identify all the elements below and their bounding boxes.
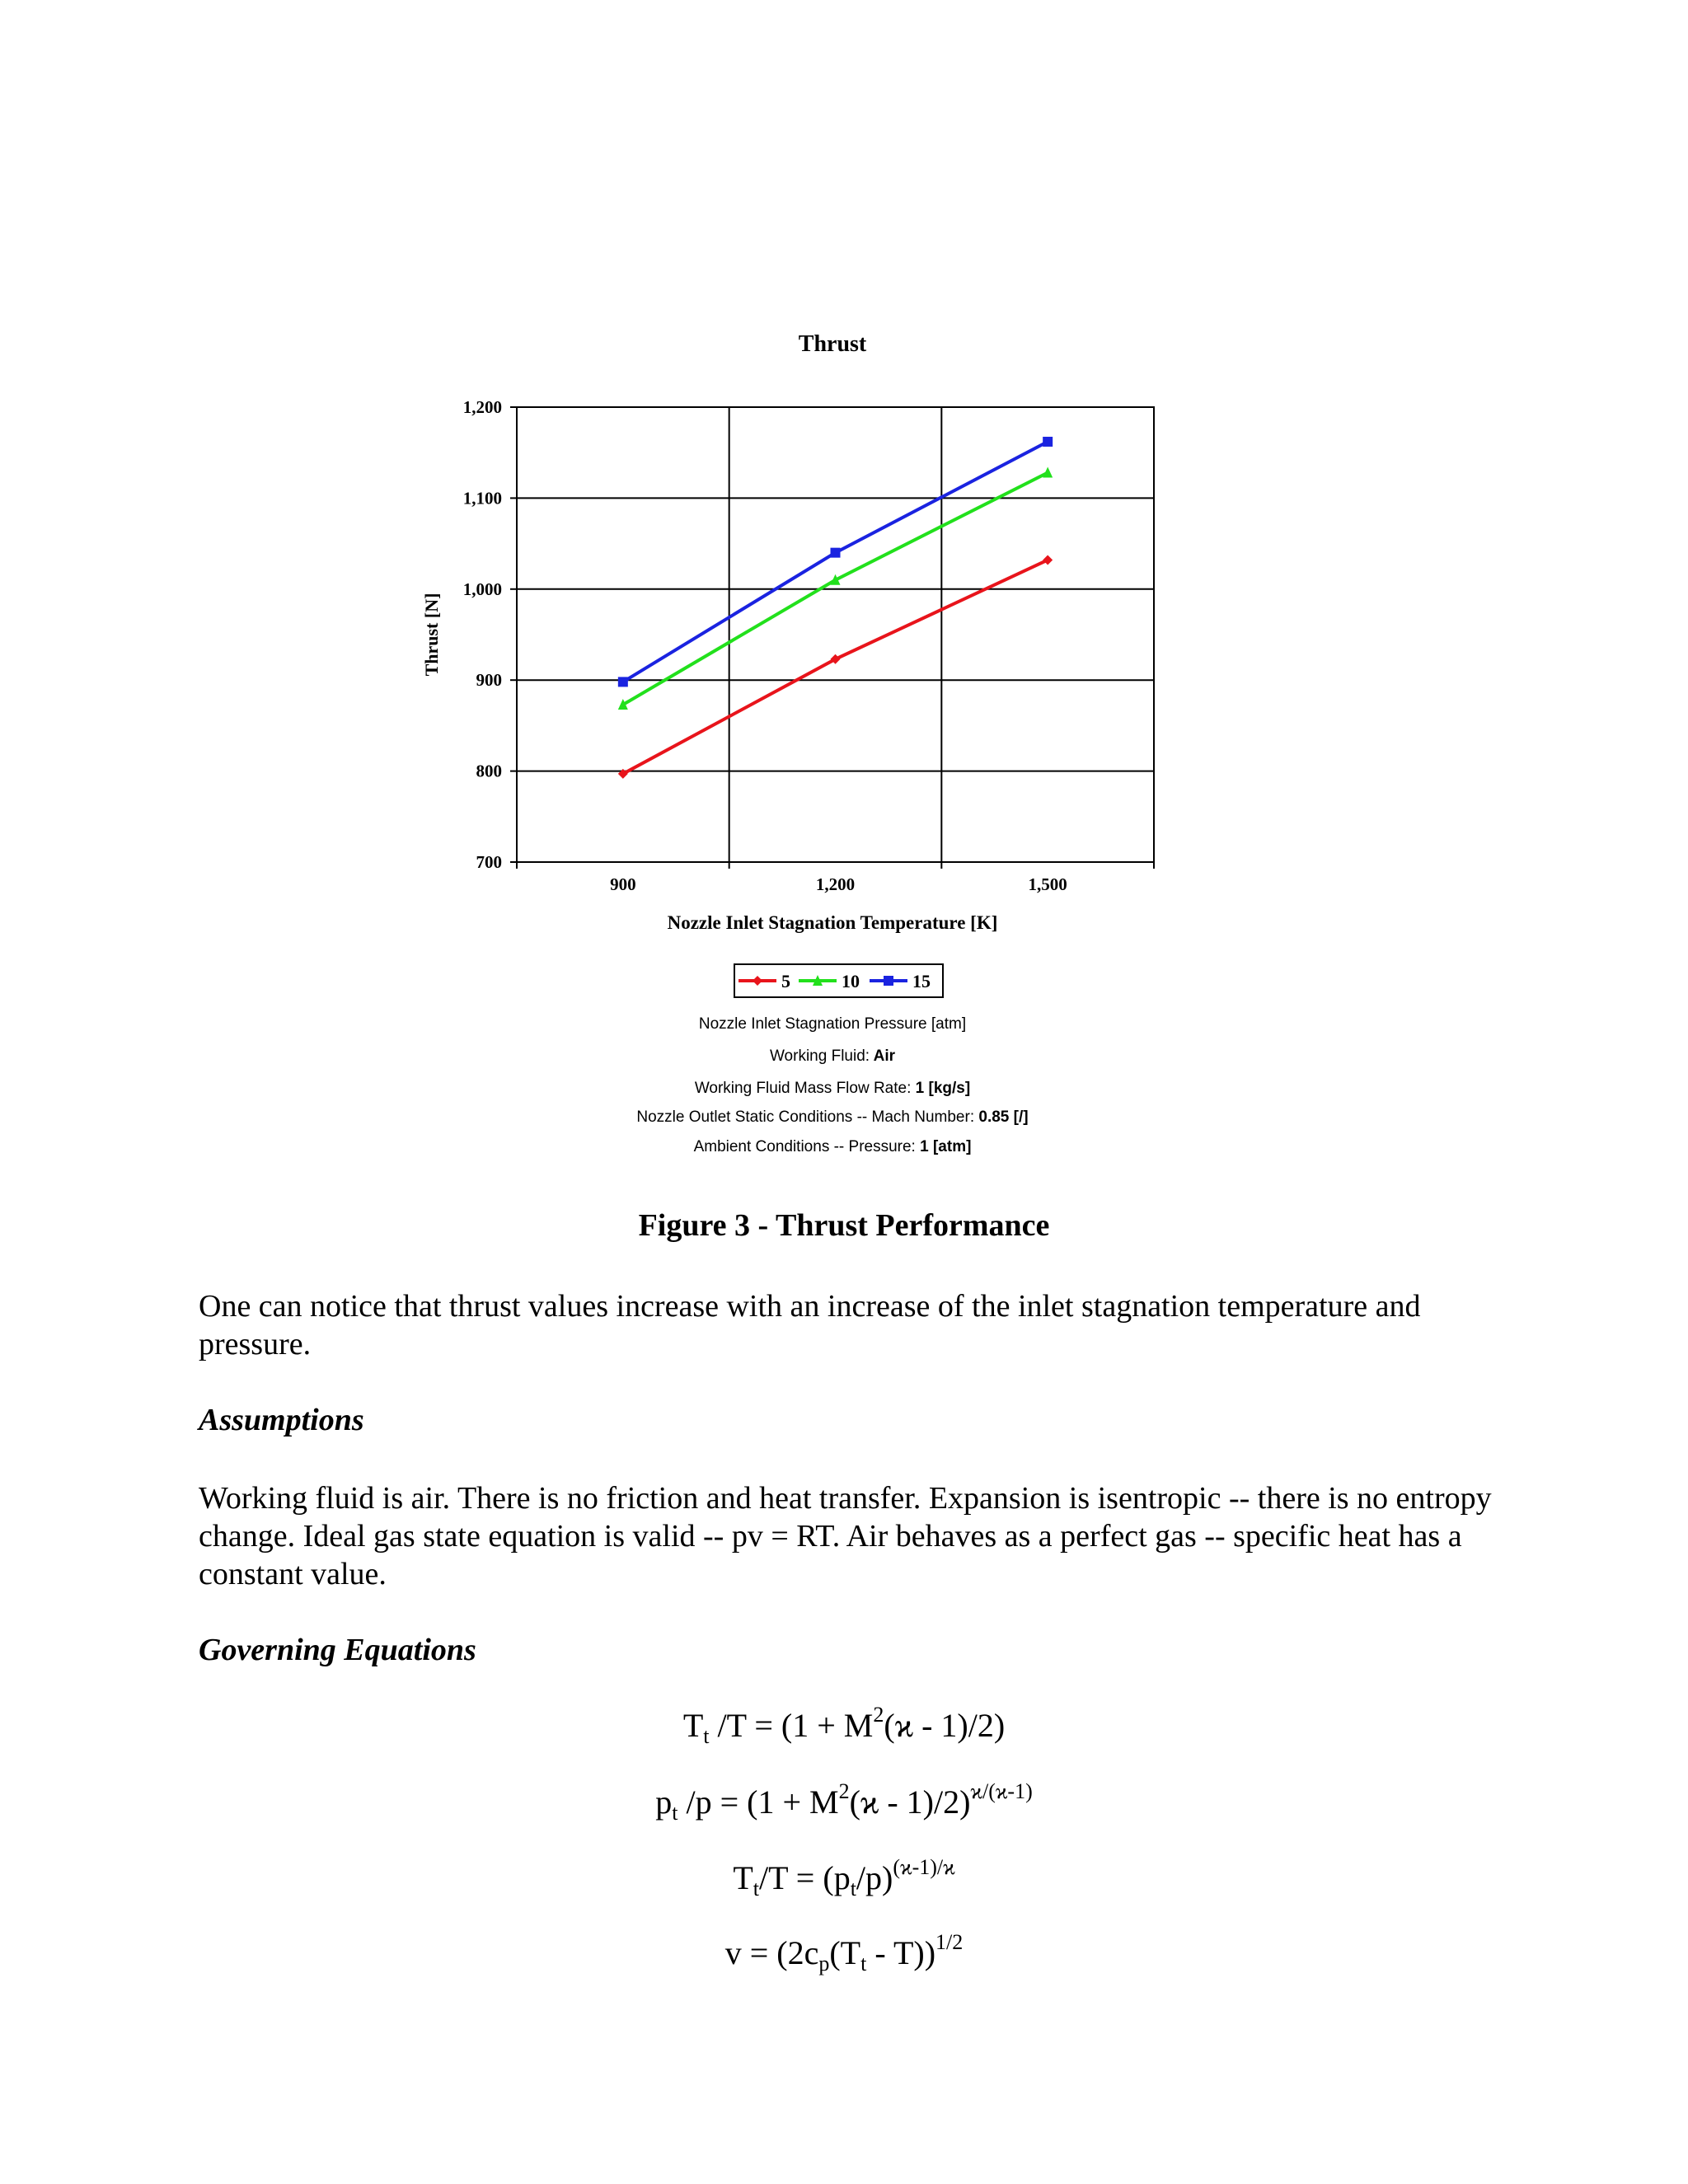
y-axis-label: Thrust [N] <box>421 593 442 677</box>
chart-note: Ambient Conditions -- Pressure: 1 [atm] <box>693 1138 972 1155</box>
x-tick-label: 900 <box>610 874 636 894</box>
legend <box>734 964 943 997</box>
chart-note: Working Fluid Mass Flow Rate: 1 [kg/s] <box>694 1080 971 1097</box>
equation-3: $T_t/T = (p_t/p)^{(ϰ-1)/ϰ}$ <box>733 1855 955 1900</box>
data-point <box>884 976 893 986</box>
y-tick-label: 900 <box>476 670 502 691</box>
heading-assumptions: Assumptions <box>199 1403 364 1437</box>
y-tick-label: 700 <box>476 852 502 872</box>
legend-label: 10 <box>842 971 860 991</box>
figure-caption: Figure 3 - Thrust Performance <box>638 1208 1050 1243</box>
paragraph-thrust: One can notice that thrust values increase with an increase of the inlet stagnation temperature and pressure. <box>199 1289 1421 1361</box>
y-tick-label: 800 <box>476 761 502 781</box>
data-point <box>831 548 841 558</box>
chart-title: Thrust <box>798 331 867 357</box>
legend-label: 15 <box>912 971 931 991</box>
heading-governing-equations: Governing Equations <box>199 1633 476 1667</box>
paragraph-assumptions: Working fluid is air. There is no friction and heat transfer. Expansion is isentropic -- there is no entropy change. Ideal gas state equation is valid -- pv = RT. Air behaves as a perfect gas -- specific heat has a constant value. <box>199 1481 1492 1591</box>
chart-notes <box>636 1015 1028 1155</box>
x-axis-label: Nozzle Inlet Stagnation Temperature [K] <box>667 912 998 933</box>
y-tick-label: 1,100 <box>462 488 502 509</box>
data-point <box>1043 437 1053 447</box>
chart-note: Nozzle Outlet Static Conditions -- Mach Number: 0.85 [/] <box>636 1108 1029 1126</box>
y-axis-ticks <box>463 397 517 872</box>
legend-label: 5 <box>781 971 790 991</box>
x-tick-label: 1,200 <box>815 874 856 894</box>
equation-1: $T_t$ $/T = (1 + M^2(ϰ - 1)/2)$ <box>682 1703 1006 1748</box>
plot-area <box>517 407 1154 862</box>
x-tick-label: 1,500 <box>1028 874 1067 894</box>
y-tick-label: 1,000 <box>462 579 502 599</box>
chart-note: Working Fluid: Air <box>769 1047 896 1065</box>
equation-4: $v = (2c_p(T_t - T))^{1/2}$ <box>724 1930 964 1975</box>
chart-note: Nozzle Inlet Stagnation Pressure [atm] <box>698 1015 967 1033</box>
y-tick-label: 1,200 <box>462 397 502 417</box>
data-point <box>618 677 628 687</box>
equation-2: $p_t$ $/p = (1 + M^2(ϰ - 1)/2)^{ϰ/(ϰ-1)}$ <box>655 1779 1033 1825</box>
x-axis-ticks <box>517 862 1154 894</box>
